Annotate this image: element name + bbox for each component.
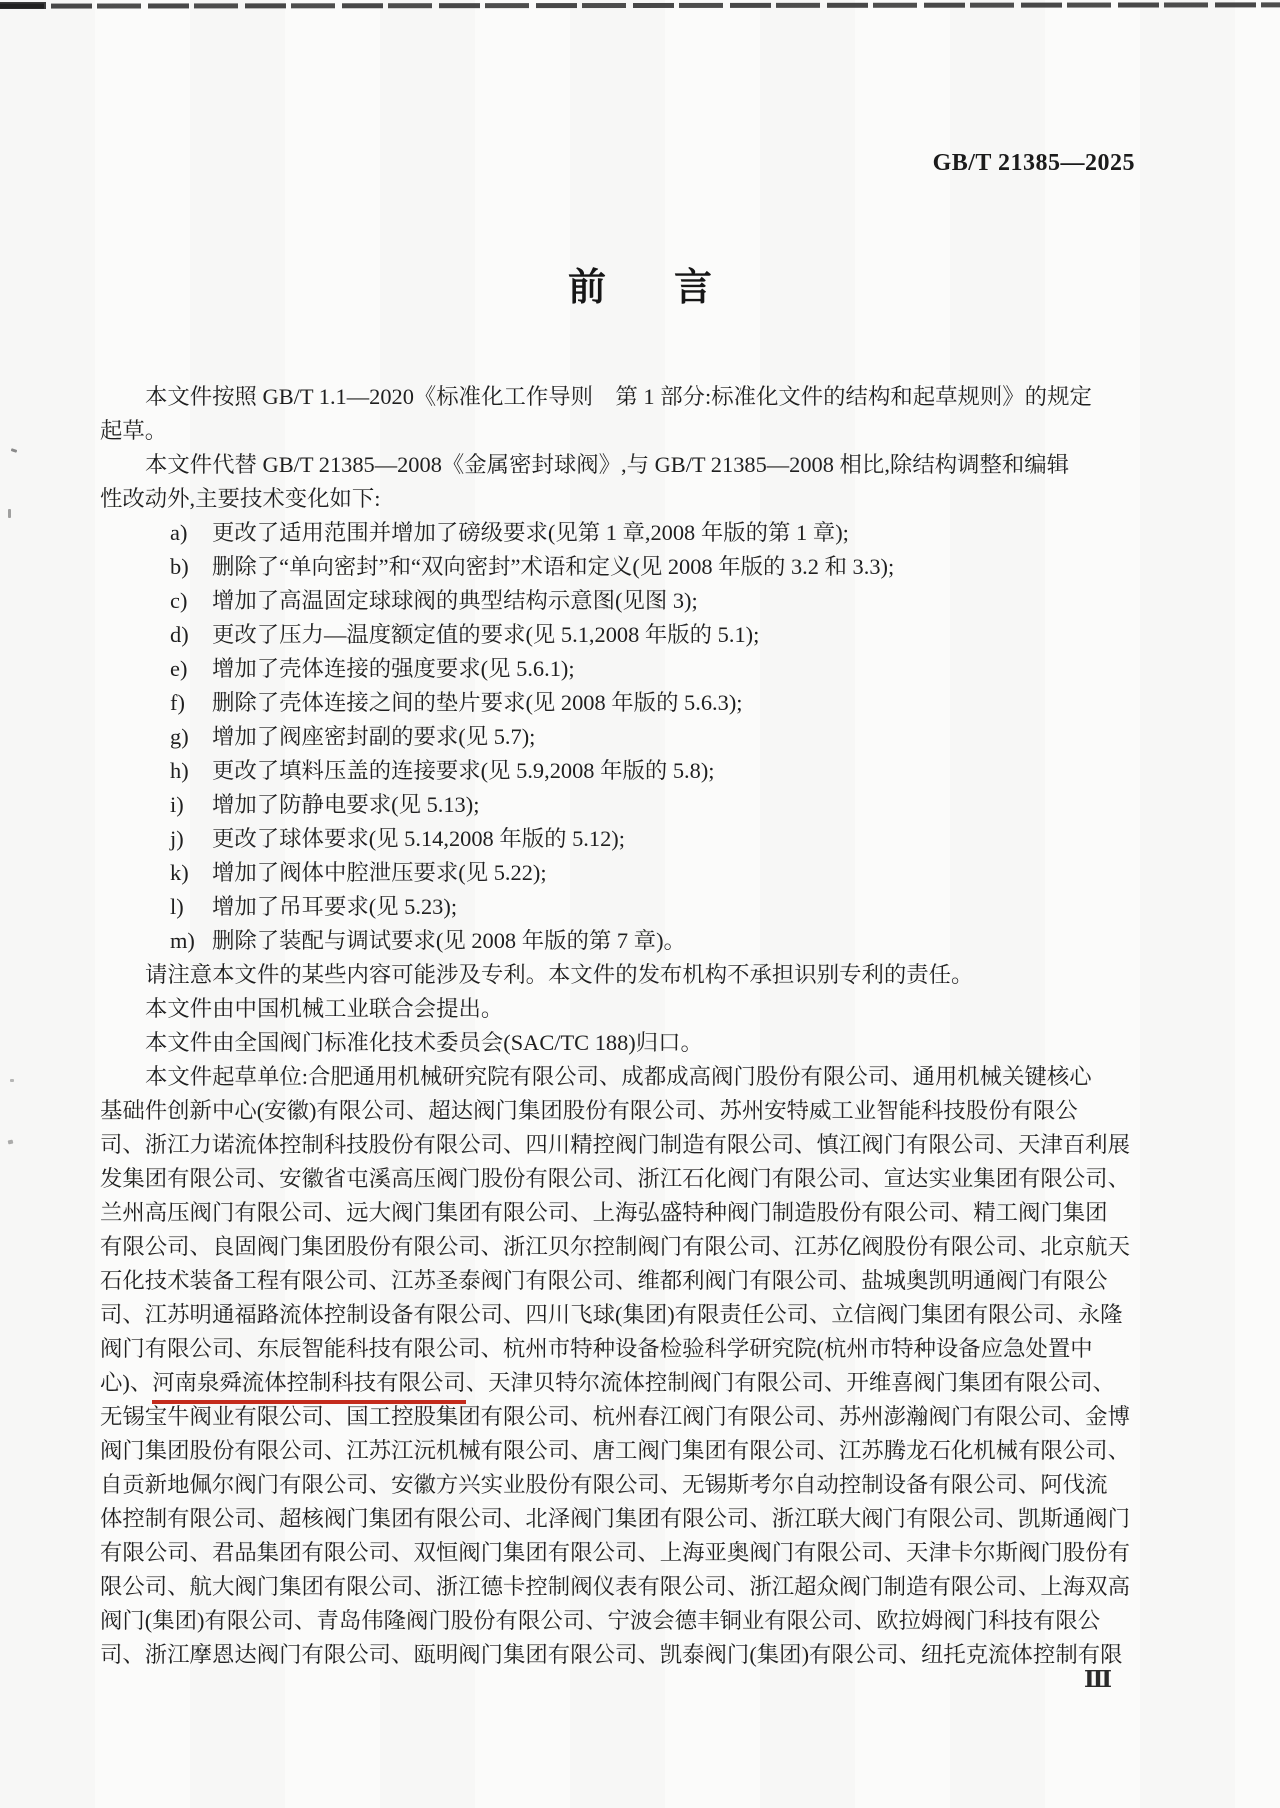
change-item-label: m) [170,928,195,953]
change-item-text: 更改了压力—温度额定值的要求(见 5.1,2008 年版的 5.1); [212,622,760,647]
change-item-text: 删除了“单向密封”和“双向密封”术语和定义(见 2008 年版的 3.2 和 3.3); [212,554,895,579]
change-item [100,550,1146,584]
change-item-label: a) [170,520,188,545]
change-item [100,754,1146,788]
change-item-label: b) [170,554,189,579]
title-char-yan: 言 [674,267,713,309]
change-item-text: 删除了装配与调试要求(见 2008 年版的第 7 章)。 [212,928,686,953]
highlight-post-text: 、天津贝特尔流体控制阀门有限公司、开维喜阀门集团有限公司、 [465,1370,1116,1395]
change-item-text: 更改了球体要求(见 5.14,2008 年版的 5.12); [212,826,625,851]
change-item [100,924,1146,958]
change-item [100,788,1146,822]
change-item-label: i) [170,792,184,817]
drafting-line: 阀门(集团)有限公司、青岛伟隆阀门股份有限公司、宁波会德丰铜业有限公司、欧拉姆阀门科技有限公 [100,1608,1101,1633]
scan-edge-artifact [0,2,1280,8]
drafting-line: 基础件创新中心(安徽)有限公司、超达阀门集团股份有限公司、苏州安特威工业智能科技股份有限公 [100,1098,1078,1123]
change-item-label: f) [170,690,185,715]
red-underlined-company: 河南泉舜流体控制科技有限公司 [152,1366,465,1404]
change-item-label: c) [170,588,188,613]
change-item-text: 删除了壳体连接之间的垫片要求(见 2008 年版的 5.6.3); [212,690,743,715]
drafting-line: 自贡新地佩尔阀门有限公司、安徽方兴实业股份有限公司、无锡斯考尔自动控制设备有限公司、阿伐流 [100,1472,1108,1497]
scan-speck [8,509,11,518]
change-item-text: 增加了壳体连接的强度要求(见 5.6.1); [212,656,575,681]
change-item-label: d) [170,622,189,647]
scan-speck [11,448,18,453]
paragraph-line: 本文件按照 GB/T 1.1—2020《标准化工作导则 第 1 部分:标准化文件的结构和起草规则》的规定 [145,384,1092,409]
change-item-text: 增加了阀体中腔泄压要求(见 5.22); [212,860,547,885]
paragraph-line: 性改动外,主要技术变化如下: [100,486,381,511]
change-item-text: 更改了适用范围并增加了磅级要求(见第 1 章,2008 年版的第 1 章); [212,520,849,545]
page-title [0,256,1280,311]
drafting-line: 体控制有限公司、超核阀门集团有限公司、北泽阀门集团有限公司、浙江联大阀门有限公司、凯斯通阀门 [100,1506,1130,1531]
drafting-line: 阀门集团股份有限公司、江苏江沅机械有限公司、唐工阀门集团有限公司、江苏腾龙石化机械有限公司、 [100,1438,1130,1463]
drafting-line: 限公司、航大阀门集团有限公司、浙江德卡控制阀仪表有限公司、浙江超众阀门制造有限公司、上海双高 [100,1574,1130,1599]
change-item [100,618,1146,652]
drafting-line: 有限公司、君品集团有限公司、双恒阀门集团有限公司、上海亚奥阀门有限公司、天津卡尔斯阀门股份有 [100,1540,1130,1565]
scan-speck [10,1079,14,1082]
patent-note: 请注意本文件的某些内容可能涉及专利。本文件的发布机构不承担识别专利的责任。 [145,962,974,987]
change-item [100,822,1146,856]
drafting-line: 司、江苏明通福路流体控制设备有限公司、四川飞球(集团)有限责任公司、立信阀门集团有限公司、永隆 [100,1302,1123,1327]
proposer-note: 本文件由中国机械工业联合会提出。 [145,996,504,1021]
drafting-line: 无锡宝牛阀业有限公司、国工控股集团有限公司、杭州春江阀门有限公司、苏州澎瀚阀门有限公司、金博 [100,1404,1130,1429]
change-item-text: 增加了高温固定球球阀的典型结构示意图(见图 3); [212,588,698,613]
scan-edge-blob [0,2,46,9]
drafting-line: 石化技术装备工程有限公司、江苏圣泰阀门有限公司、维都利阀门有限公司、盐城奥凯明通阀门有限公 [100,1268,1108,1293]
drafting-line: 本文件起草单位:合肥通用机械研究院有限公司、成都成高阀门股份有限公司、通用机械关键核心 [145,1064,1092,1089]
change-item-label: g) [170,724,189,749]
paragraph-line: 起草。 [100,418,168,443]
standard-code: GB/T 21385—2025 [932,150,1135,176]
change-item [100,720,1146,754]
change-item [100,584,1146,618]
change-item [100,516,1146,550]
drafting-line: 司、浙江摩恩达阀门有限公司、瓯明阀门集团有限公司、凯泰阀门(集团)有限公司、纽托克流体控制有限 [100,1642,1123,1667]
change-item-text: 增加了阀座密封副的要求(见 5.7); [212,724,536,749]
drafting-line: 兰州高压阀门有限公司、远大阀门集团有限公司、上海弘盛特种阀门制造股份有限公司、精工阀门集团 [100,1200,1108,1225]
drafting-line-highlighted [100,1366,1146,1400]
change-item [100,652,1146,686]
committee-note: 本文件由全国阀门标准化技术委员会(SAC/TC 188)归口。 [145,1030,703,1055]
change-item-label: l) [170,894,184,919]
change-item [100,686,1146,720]
change-item-label: h) [170,758,189,783]
drafting-line: 有限公司、良固阀门集团股份有限公司、浙江贝尔控制阀门有限公司、江苏亿阀股份有限公司、北京航天 [100,1234,1130,1259]
change-item-label: j) [170,826,184,851]
drafting-line: 司、浙江力诺流体控制科技股份有限公司、四川精控阀门制造有限公司、慎江阀门有限公司、天津百利展 [100,1132,1130,1157]
title-char-qian: 前 [567,267,606,309]
highlight-pre-text: 心)、 [100,1370,153,1395]
change-item-text: 更改了填料压盖的连接要求(见 5.9,2008 年版的 5.8); [212,758,715,783]
change-item-label: e) [170,656,188,681]
change-item-text: 增加了吊耳要求(见 5.23); [212,894,458,919]
change-item-text: 增加了防静电要求(见 5.13); [212,792,480,817]
page-number: Ⅲ [1083,1667,1112,1692]
drafting-line: 阀门有限公司、东辰智能科技有限公司、杭州市特种设备检验科学研究院(杭州市特种设备应急处置中 [100,1336,1093,1361]
drafting-line: 发集团有限公司、安徽省屯溪高压阀门股份有限公司、浙江石化阀门有限公司、宣达实业集团有限公司、 [100,1166,1130,1191]
change-item-label: k) [170,860,189,885]
change-item [100,856,1146,890]
change-item [100,890,1146,924]
scan-speck [8,1140,14,1145]
paragraph-line: 本文件代替 GB/T 21385—2008《金属密封球阀》,与 GB/T 21385—2008 相比,除结构调整和编辑 [145,452,1070,477]
foreword-body [100,380,1146,1672]
